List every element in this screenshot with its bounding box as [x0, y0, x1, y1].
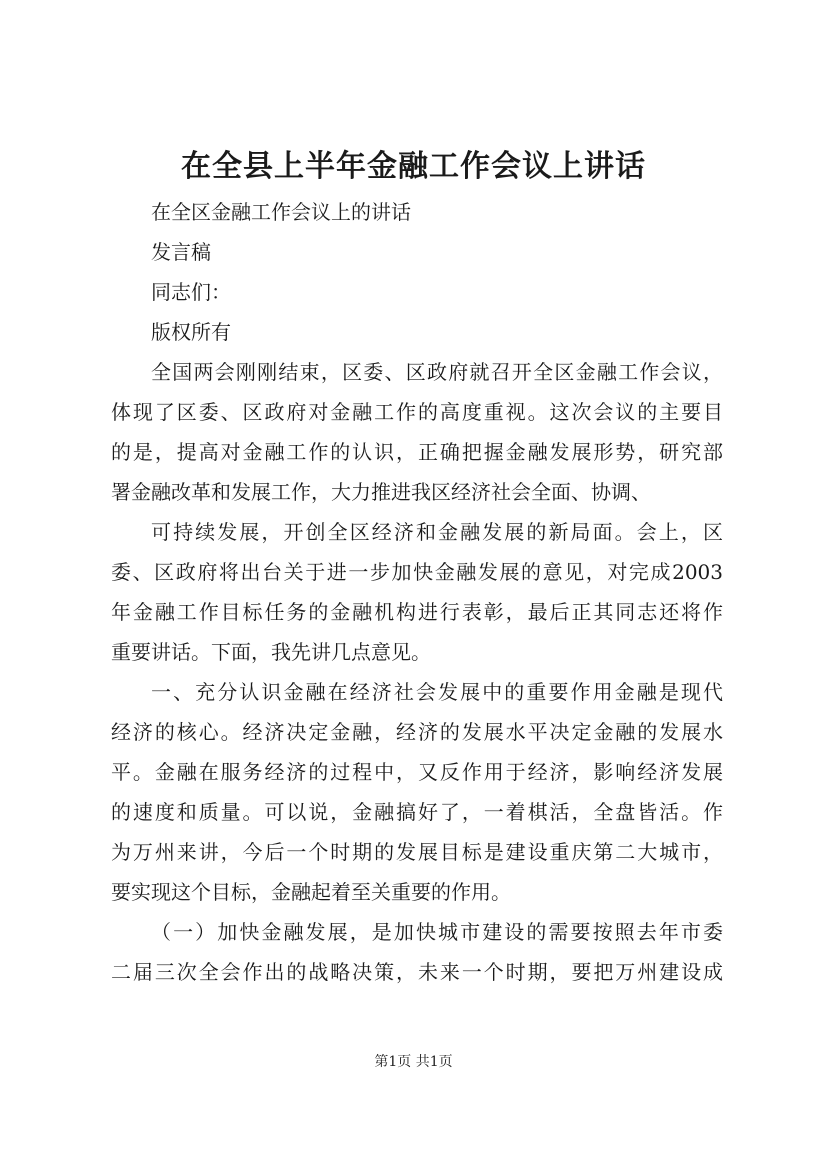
- text-line: 体现了区委、区政府对金融工作的高度重视。这次会议的主要目: [111, 400, 723, 424]
- text-line: 二届三次全会作出的战略决策，未来一个时期，要把万州建设成: [111, 960, 723, 984]
- text-line: 委、区政府将出台关于进一步加快金融发展的意见，对完成2003: [111, 560, 723, 584]
- text-line: 一、充分认识金融在经济社会发展中的重要作用金融是现代: [151, 680, 723, 704]
- text-line: 在全区金融工作会议上的讲话: [151, 200, 411, 224]
- text-line: 同志们：: [151, 280, 231, 304]
- text-line: 年金融工作目标任务的金融机构进行表彰，最后正其同志还将作: [111, 600, 723, 624]
- text-line: 为万州来讲，今后一个时期的发展目标是建设重庆第二大城市，: [111, 840, 723, 864]
- page-footer: 第1页 共1页: [374, 1054, 453, 1070]
- text-line: 版权所有: [151, 320, 231, 344]
- text-line: 平。金融在服务经济的过程中，又反作用于经济，影响经济发展: [111, 760, 723, 784]
- text-line: 可持续发展，开创全区经济和金融发展的新局面。会上，区: [151, 520, 723, 544]
- text-line: 的速度和质量。可以说，金融搞好了，一着棋活，全盘皆活。作: [111, 800, 723, 824]
- document-body: [111, 192, 723, 992]
- text-line: 署金融改革和发展工作，大力推进我区经济社会全面、协调、: [111, 480, 651, 504]
- text-line: 发言稿: [151, 240, 211, 264]
- document-title: 在全县上半年金融工作会议上讲话: [181, 149, 646, 184]
- text-line: 全国两会刚刚结束，区委、区政府就召开全区金融工作会议，: [151, 360, 723, 384]
- text-line: 要实现这个目标，金融起着至关重要的作用。: [111, 880, 511, 904]
- text-line: 的是，提高对金融工作的认识，正确把握金融发展形势，研究部: [111, 440, 723, 464]
- text-line: 重要讲话。下面，我先讲几点意见。: [111, 640, 431, 664]
- text-line: （一）加快金融发展，是加快城市建设的需要按照去年市委: [151, 920, 723, 944]
- text-line: 经济的核心。经济决定金融，经济的发展水平决定金融的发展水: [111, 720, 723, 744]
